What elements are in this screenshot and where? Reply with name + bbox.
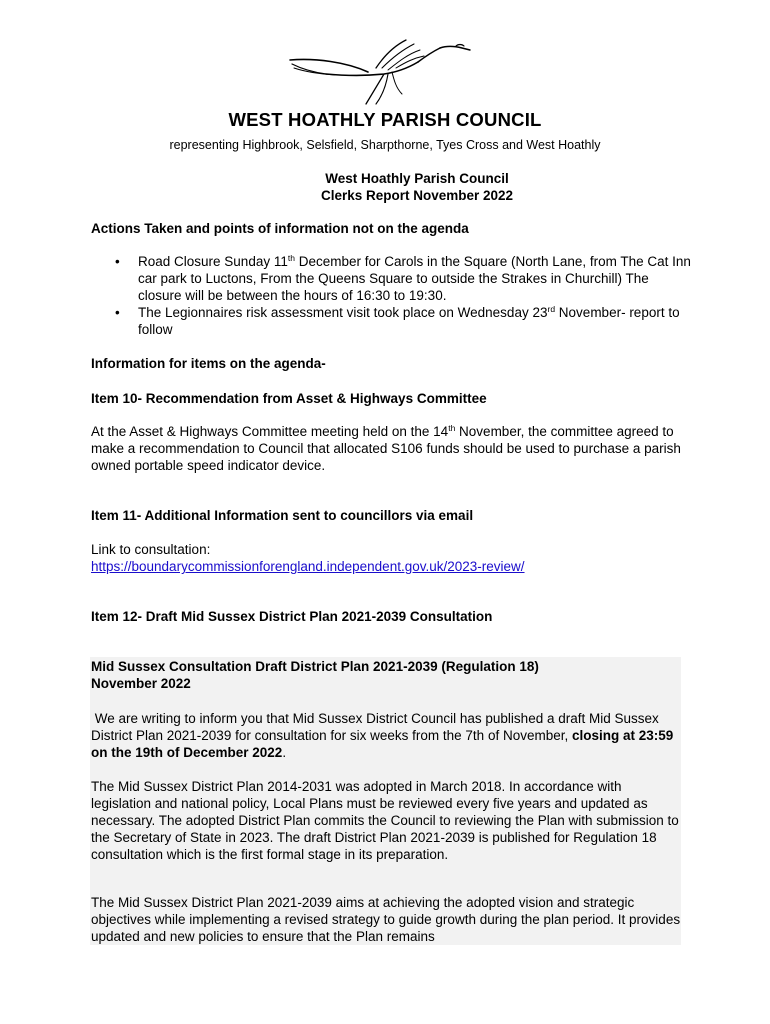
council-title: WEST HOATHLY PARISH COUNCIL xyxy=(228,109,542,130)
item10-paragraph xyxy=(91,423,681,474)
list-item xyxy=(91,304,691,338)
bullet2-sup: rd xyxy=(547,304,556,314)
item12-heading: Item 12- Draft Mid Sussex District Plan 2021-2039 Consultation xyxy=(91,609,493,624)
bullet-icon: • xyxy=(115,305,120,320)
agenda-info-heading: Information for items on the agenda- xyxy=(91,356,326,371)
bullet2-pre: The Legionnaires risk assessment visit took place on Wednesday 23 xyxy=(138,305,548,320)
consultation-paragraph-1 xyxy=(91,710,681,761)
list-item xyxy=(91,253,691,304)
item10-sup: th xyxy=(448,423,456,433)
bullet2-post: November- report to follow xyxy=(138,305,680,337)
heron-in-flight-icon xyxy=(286,38,486,110)
para1-post: . xyxy=(282,745,287,760)
bullet1-pre: Road Closure Sunday 11 xyxy=(138,254,288,269)
report-heading xyxy=(272,170,562,204)
consultation-link[interactable]: https://boundarycommissionforengland.independent.gov.uk/2023-review/ xyxy=(91,559,525,574)
item11-heading: Item 11- Additional Information sent to councillors via email xyxy=(91,508,474,523)
bullet-icon: • xyxy=(115,254,120,269)
bullet1-sup: th xyxy=(287,253,295,263)
consultation-paragraph-2: The Mid Sussex District Plan 2014-2031 was adopted in March 2018. In accordance with legislation and national policy, Local Plans must be reviewed every five years and updated as necessary. The adopted District Plan commits the Council to reviewing the Plan with submission to the Secretary of State in 2023. The draft District Plan 2021-2039 is published for Regulation 18 consultation which is the first formal stage in its preparation. xyxy=(91,779,679,862)
actions-list xyxy=(91,253,691,338)
bullet1-post: December for Carols in the Square (North Lane, from The Cat Inn car park to Luctons, From the Queens Square to outside the Strakes in Churchill) The closure will be between the hours of 16:30 to 19:30. xyxy=(138,254,691,303)
consultation-link-label: Link to consultation: xyxy=(91,542,211,557)
item10-heading: Item 10- Recommendation from Asset & Highways Committee xyxy=(91,391,487,406)
report-heading-line2: Clerks Report November 2022 xyxy=(320,188,514,203)
consultation-paragraph-3: The Mid Sussex District Plan 2021-2039 aims at achieving the adopted vision and strategic objectives while implementing a revised strategy to guide growth during the plan period. It provides updated and new policies to ensure that the Plan remains xyxy=(91,895,681,944)
item10-post: November, the committee agreed to make a recommendation to Council that allocated S106 funds should be used to purchase a parish owned portable speed indicator device. xyxy=(91,424,681,473)
consultation-heading-line1: Mid Sussex Consultation Draft District Plan 2021-2039 (Regulation 18) xyxy=(91,659,539,674)
closing-date: closing at 23:59 on the 19th of December 2022 xyxy=(91,728,678,760)
council-subtitle: representing Highbrook, Selsfield, Sharpthorne, Tyes Cross and West Hoathly xyxy=(169,138,601,152)
item10-pre: At the Asset & Highways Committee meeting held on the 14 xyxy=(91,424,449,439)
report-heading-line1: West Hoathly Parish Council xyxy=(325,171,509,186)
actions-heading: Actions Taken and points of information not on the agenda xyxy=(91,221,469,236)
consultation-heading xyxy=(91,658,539,692)
para1-pre: We are writing to inform you that Mid Sussex District Council has published a draft Mid Sussex District Plan 2021-2039 for consultation for six weeks from the 7th of November, xyxy=(91,711,663,743)
consultation-heading-line2: November 2022 xyxy=(91,676,191,691)
